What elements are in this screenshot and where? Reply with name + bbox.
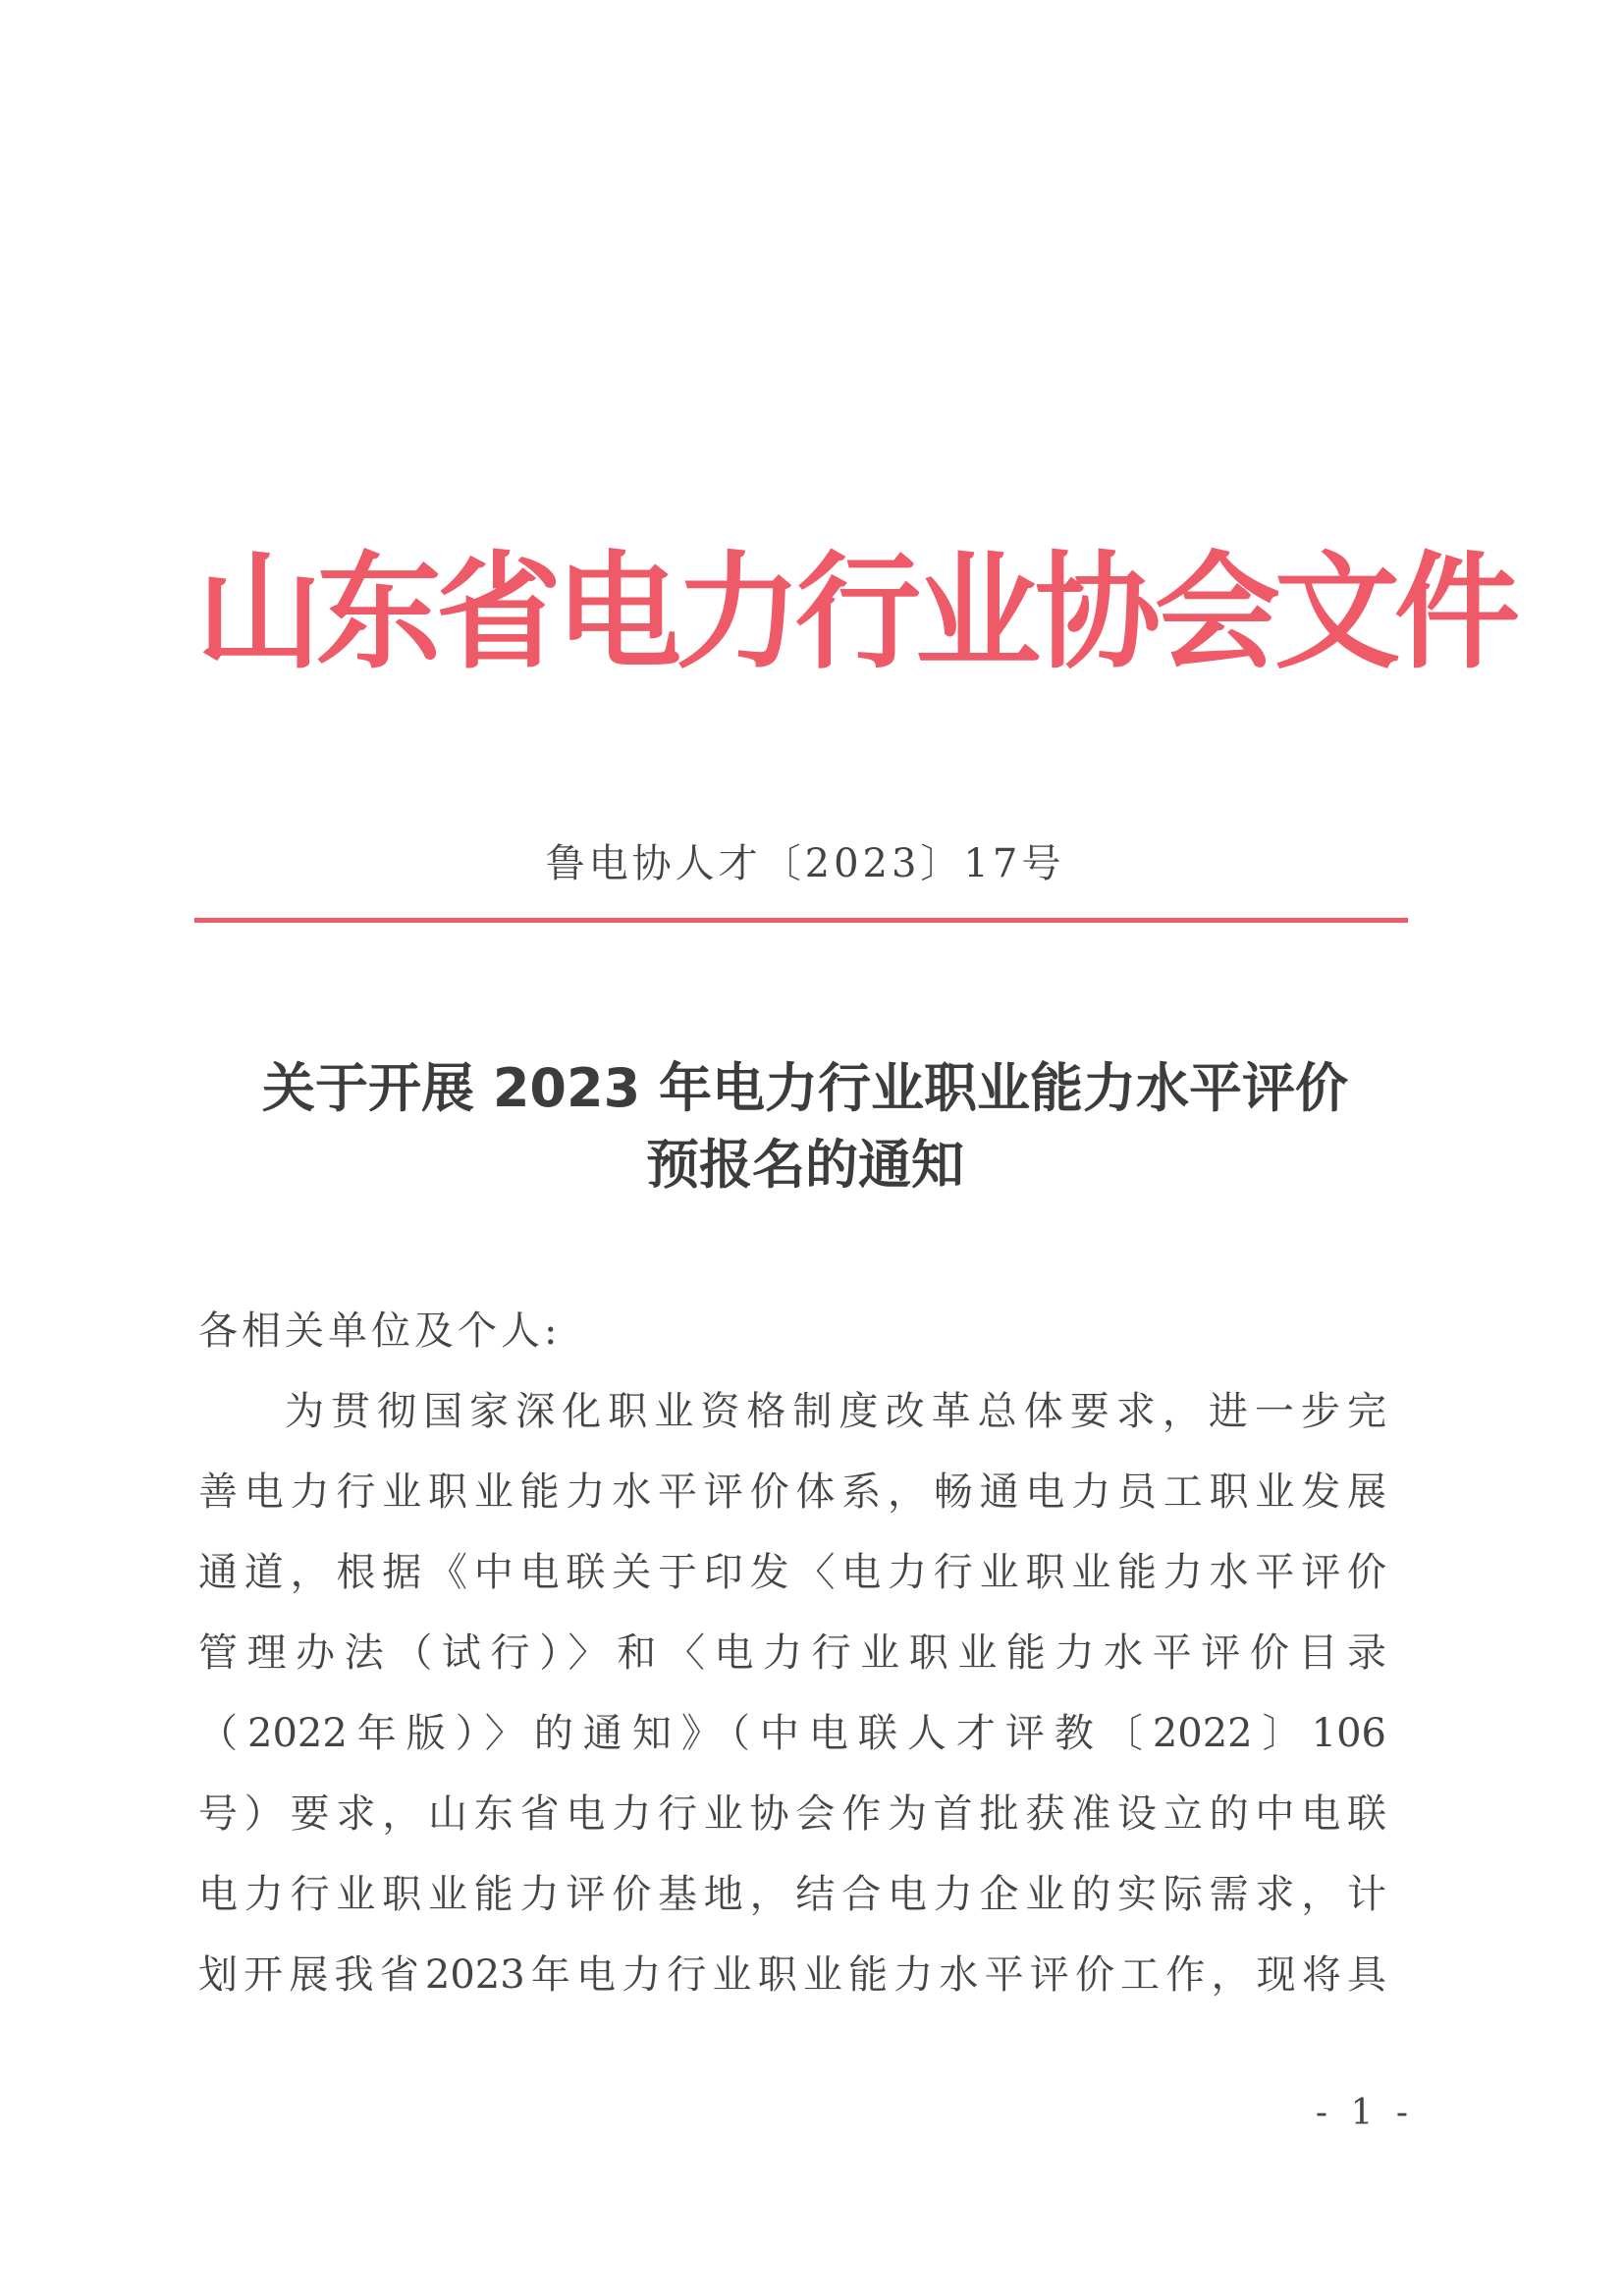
body-line: 为贯彻国家深化职业资格制度改革总体要求，进一步完 (285, 1389, 1386, 1434)
document-number: 鲁电协人才〔2023〕17号 (545, 841, 1065, 886)
header-title: 山东省电力行业协会文件 (196, 540, 1515, 686)
body-line: 电力行业职业能力评价基地，结合电力企业的实际需求，计 (198, 1872, 1386, 1917)
notice-title-line-1: 关于开展 2023 年电力行业职业能力水平评价 (262, 1057, 1348, 1119)
body-line: 划开展我省2023年电力行业职业能力水平评价工作，现将具 (198, 1952, 1386, 1998)
body-line: （2022年版）〉的通知》（中电联人才评教〔2022〕106 (198, 1711, 1386, 1756)
body-line: 管理办法（试行）〉和〈电力行业职业能力水平评价目录 (198, 1630, 1386, 1676)
page-number: - 1 - (1315, 2093, 1414, 2133)
notice-title (196, 1050, 1414, 1203)
body-line: 通道，根据《中电联关于印发〈电力行业职业能力水平评价 (198, 1550, 1386, 1595)
notice-title-line-2: 预报名的通知 (646, 1134, 964, 1196)
body-line: 号）要求，山东省电力行业协会作为首批获准设立的中电联 (198, 1791, 1386, 1837)
body-line: 善电力行业职业能力水平评价体系，畅通电力员工职业发展 (198, 1469, 1386, 1515)
salutation: 各相关单位及个人: (198, 1308, 562, 1354)
header-divider (194, 918, 1408, 923)
